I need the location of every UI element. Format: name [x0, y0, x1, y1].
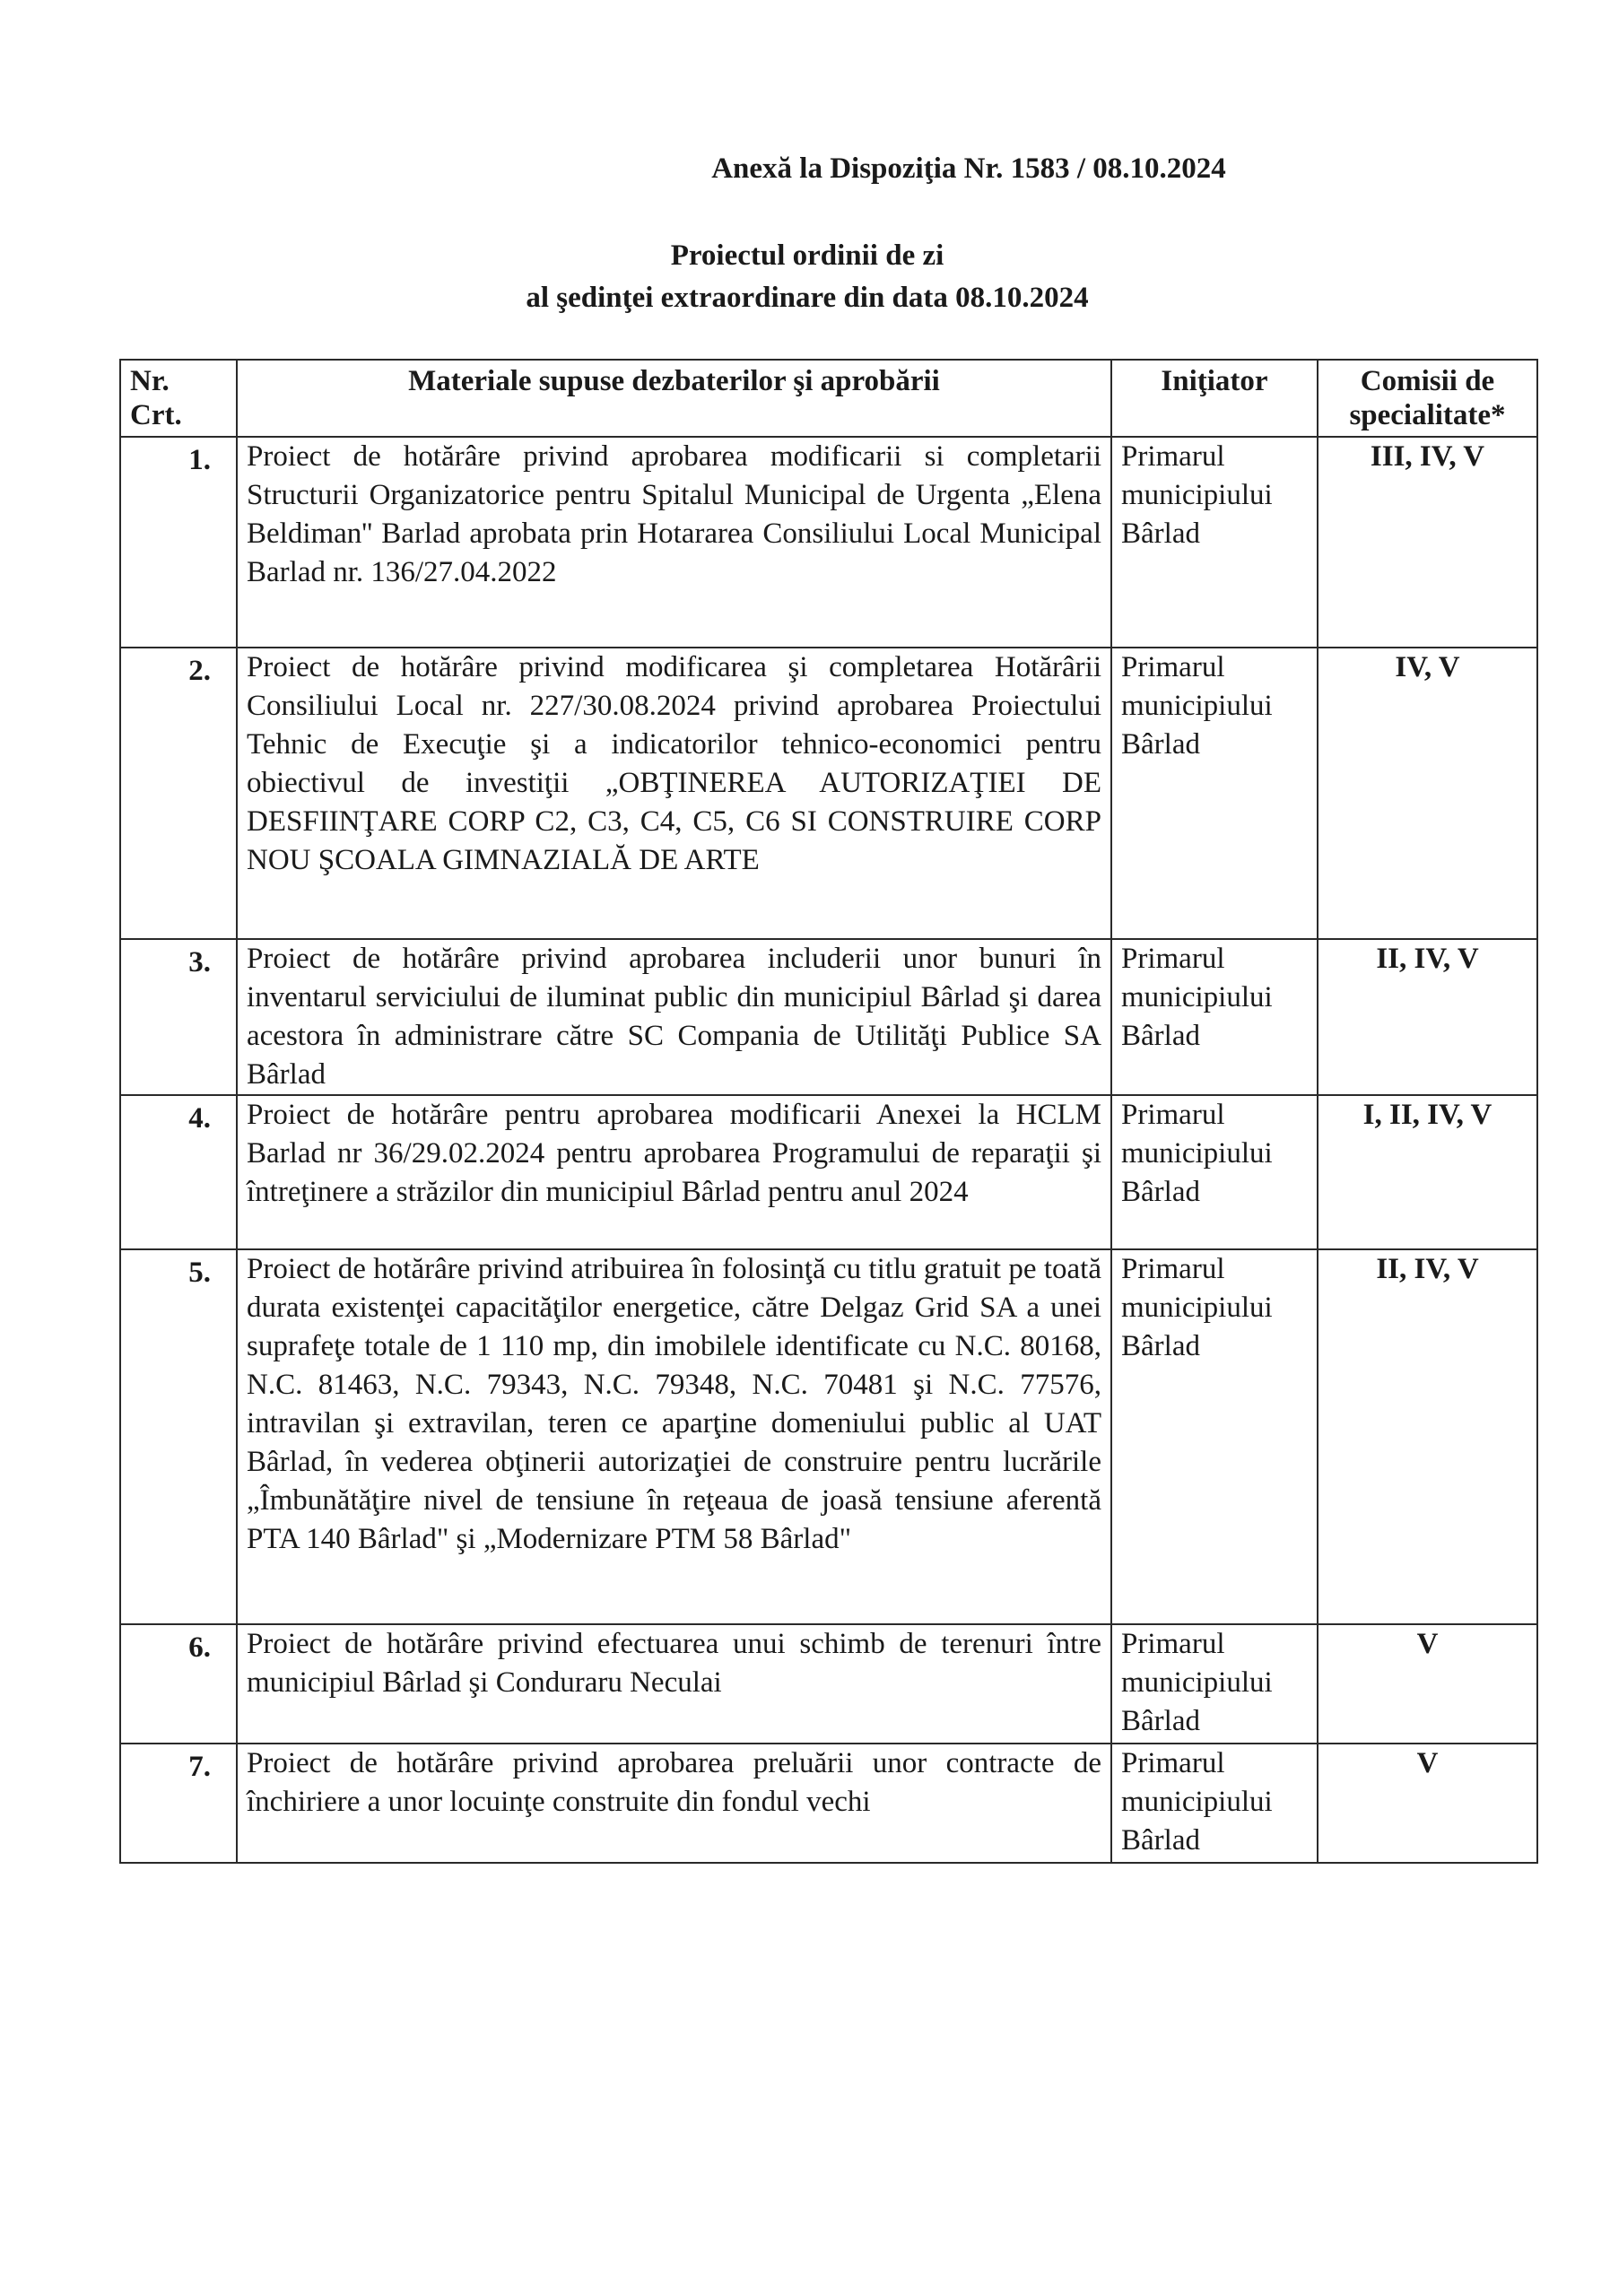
row-number: 5. [120, 1249, 237, 1624]
row-commissions: V [1318, 1624, 1537, 1744]
row-commissions: II, IV, V [1318, 939, 1537, 1095]
agenda-title-line-1: Proiectul ordinii de zi [670, 239, 944, 272]
initiator-line-1: Primarul [1121, 651, 1225, 683]
row-commissions: II, IV, V [1318, 1249, 1537, 1624]
initiator-line-3: Bârlad [1121, 728, 1200, 761]
table-header-row [120, 360, 1537, 437]
row-initiator [1111, 437, 1318, 648]
row-material: Proiect de hotărâre privind atribuirea în folosinţă cu titlu gratuit pe toată durata existenţei capacităţilor energetice, către Delgaz Grid SA a unei suprafeţe totale de 1 110 mp, din imobilele identificate cu N.C. 80168, N.C. 81463, N.C. 79343, N.C. 79348, N.C. 70481 şi N.C. 77576, intravilan şi extravilan, teren ce aparţine domeniului public al UAT Bârlad, în vederea obţinerii autorizaţiei de construire pentru lucrările „Îmbunătăţire nivel de tensiune în reţeaua de joasă tensiune aferentă PTA 140 Bârlad" şi „Modernizare PTM 58 Bârlad" [237, 1249, 1111, 1624]
initiator-line-3: Bârlad [1121, 1176, 1200, 1208]
table-row [120, 1249, 1537, 1624]
initiator-line-2: municipiului [1121, 1666, 1273, 1699]
agenda-title [359, 235, 1256, 319]
initiator-line-3: Bârlad [1121, 1020, 1200, 1052]
row-material: Proiect de hotărâre privind aprobarea includerii unor bunuri în inventarul serviciului de iluminat public din municipiul Bârlad şi darea acestora în administrare către SC Compania de Utilităţi Publice SA Bârlad [237, 939, 1111, 1095]
initiator-line-2: municipiului [1121, 479, 1273, 511]
header-initiator: Iniţiator [1111, 360, 1318, 437]
initiator-line-3: Bârlad [1121, 1824, 1200, 1857]
initiator-line-2: municipiului [1121, 1137, 1273, 1170]
header-nr-crt: Nr. Crt. [120, 360, 237, 437]
row-number: 2. [120, 648, 237, 939]
initiator-line-1: Primarul [1121, 440, 1225, 473]
initiator-line-1: Primarul [1121, 1747, 1225, 1779]
row-number: 1. [120, 437, 237, 648]
initiator-line-1: Primarul [1121, 943, 1225, 975]
table-row [120, 1624, 1537, 1744]
row-commissions: III, IV, V [1318, 437, 1537, 648]
row-initiator [1111, 1744, 1318, 1863]
agenda-title-line-2: al şedinţei extraordinare din data 08.10.2024 [526, 282, 1089, 314]
row-material: Proiect de hotărâre privind aprobarea preluării unor contracte de închiriere a unor locuinţe construite din fondul vechi [237, 1744, 1111, 1863]
row-number: 7. [120, 1744, 237, 1863]
table-row [120, 648, 1537, 939]
row-commissions: I, II, IV, V [1318, 1095, 1537, 1249]
row-initiator [1111, 648, 1318, 939]
row-commissions: IV, V [1318, 648, 1537, 939]
table-row [120, 1095, 1537, 1249]
row-number: 3. [120, 939, 237, 1095]
row-material: Proiect de hotărâre pentru aprobarea modificarii Anexei la HCLM Barlad nr 36/29.02.2024 pentru aprobarea Programului de reparaţii şi întreţinere a străzilor din municipiul Bârlad pentru anul 2024 [237, 1095, 1111, 1249]
row-initiator [1111, 1249, 1318, 1624]
row-material: Proiect de hotărâre privind modificarea şi completarea Hotărârii Consiliului Local nr. 227/30.08.2024 privind aprobarea Proiectului Tehnic de Execuţie şi a indicatorilor tehnico-economici pentru obiectivul de investiţii „OBŢINEREA AUTORIZAŢIEI DE DESFIINŢARE CORP C2, C3, C4, C5, C6 SI CONSTRUIRE CORP NOU ŞCOALA GIMNAZIALĂ DE ARTE [237, 648, 1111, 939]
annex-title: Anexă la Dispoziţia Nr. 1583 / 08.10.2024 [711, 152, 1226, 185]
row-material: Proiect de hotărâre privind efectuarea unui schimb de terenuri între municipiul Bârlad şi Conduraru Neculai [237, 1624, 1111, 1744]
row-initiator [1111, 939, 1318, 1095]
initiator-line-3: Bârlad [1121, 517, 1200, 550]
row-initiator [1111, 1095, 1318, 1249]
row-initiator [1111, 1624, 1318, 1744]
initiator-line-2: municipiului [1121, 1786, 1273, 1818]
header-materials: Materiale supuse dezbaterilor şi aprobării [237, 360, 1111, 437]
agenda-table [119, 359, 1538, 1864]
initiator-line-3: Bârlad [1121, 1705, 1200, 1737]
table-row [120, 437, 1537, 648]
initiator-line-2: municipiului [1121, 1292, 1273, 1324]
initiator-line-1: Primarul [1121, 1099, 1225, 1131]
header-commissions: Comisii de specialitate* [1318, 360, 1537, 437]
initiator-line-2: municipiului [1121, 690, 1273, 722]
row-number: 4. [120, 1095, 237, 1249]
initiator-line-2: municipiului [1121, 981, 1273, 1013]
row-number: 6. [120, 1624, 237, 1744]
row-material: Proiect de hotărâre privind aprobarea modificarii si completarii Structurii Organizatorice pentru Spitalul Municipal de Urgenta „Elena Beldiman'' Barlad aprobata prin Hotararea Consiliului Local Municipal Barlad nr. 136/27.04.2022 [237, 437, 1111, 648]
table-row [120, 939, 1537, 1095]
initiator-line-3: Bârlad [1121, 1330, 1200, 1362]
table-row [120, 1744, 1537, 1863]
initiator-line-1: Primarul [1121, 1628, 1225, 1660]
initiator-line-1: Primarul [1121, 1253, 1225, 1285]
row-commissions: V [1318, 1744, 1537, 1863]
